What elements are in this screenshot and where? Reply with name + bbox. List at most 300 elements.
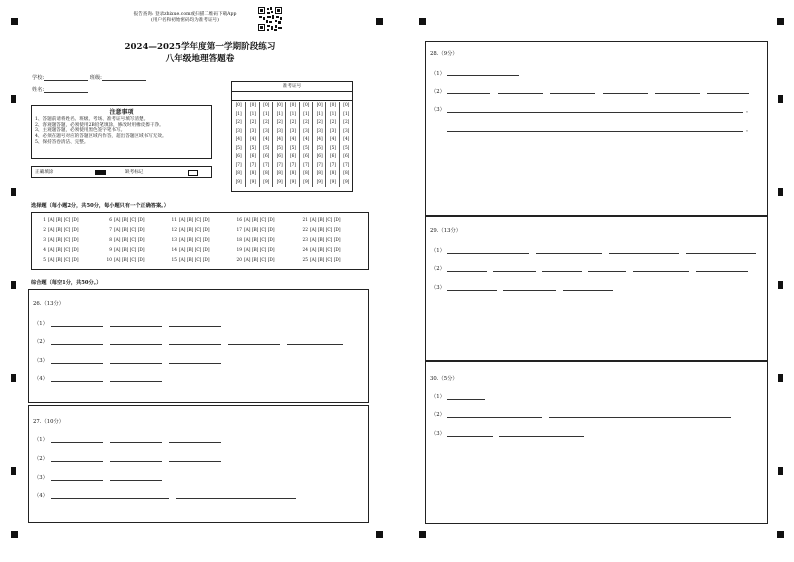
side-mark — [11, 467, 16, 475]
answer-line[interactable] — [110, 381, 162, 382]
exam-id-bubble[interactable]: [7] — [235, 162, 242, 168]
exam-id-bubble[interactable]: [7] — [329, 162, 337, 168]
name-label: 姓名: — [32, 87, 45, 93]
choice-number: 6 — [109, 218, 112, 223]
answer-line[interactable] — [447, 253, 529, 254]
answer-line[interactable] — [499, 436, 584, 437]
registration-mark — [777, 18, 784, 25]
exam-id-column[interactable] — [232, 102, 245, 187]
q26-part-label: （2） — [34, 339, 48, 345]
exam-id-bubble[interactable]: [2] — [249, 120, 257, 125]
choice-options[interactable]: [A] [B] [C] [D] — [179, 258, 210, 263]
answer-line[interactable] — [655, 93, 700, 94]
exam-id-bubble[interactable]: [6] — [235, 154, 242, 159]
exam-id-bubble[interactable]: [5] — [343, 145, 350, 151]
q27-part-label: （4） — [34, 493, 48, 499]
exam-id-bubble[interactable]: [1] — [276, 111, 283, 117]
exam-id-bubble[interactable]: [3] — [235, 128, 242, 134]
exam-id-bubble[interactable]: [6] — [276, 154, 283, 159]
choice-number: 4 — [43, 248, 46, 253]
choice-question[interactable] — [169, 218, 210, 223]
registration-mark — [11, 531, 18, 538]
choice-number: 14 — [171, 248, 177, 253]
exam-id-bubble[interactable]: [6] — [263, 154, 270, 159]
exam-id-bubble[interactable]: [4] — [263, 137, 270, 142]
exam-id-bubble[interactable]: [3] — [303, 128, 310, 134]
answer-line[interactable] — [287, 344, 343, 345]
exam-id-bubble[interactable]: [0] — [235, 103, 242, 108]
choice-question[interactable] — [169, 258, 210, 263]
choice-options[interactable]: [A] [B] [C] [D] — [310, 228, 341, 233]
answer-line[interactable] — [110, 442, 162, 443]
answer-line[interactable] — [686, 253, 756, 254]
exam-id-bubble[interactable]: [9] — [276, 179, 283, 185]
exam-id-bubble[interactable]: [1] — [303, 111, 310, 117]
exam-id-bubble[interactable]: [3] — [249, 128, 257, 134]
exam-id-bubble[interactable]: [6] — [316, 154, 323, 159]
correct-fill-label: 正确填涂 — [35, 170, 54, 175]
exam-id-bubble[interactable]: [3] — [263, 128, 270, 134]
choice-number: 7 — [109, 228, 112, 233]
exam-subtitle: 八年级地理答题卷 — [165, 54, 235, 64]
exam-id-bubble[interactable]: [2] — [329, 120, 337, 125]
choice-options[interactable]: [A] [B] [C] [D] — [244, 258, 275, 263]
choice-number: 20 — [236, 258, 242, 263]
choice-number: 15 — [171, 258, 177, 263]
choice-number: 5 — [43, 258, 46, 263]
answer-line[interactable] — [549, 417, 731, 418]
answer-line[interactable] — [51, 442, 103, 443]
exam-id-bubble[interactable]: [8] — [343, 171, 350, 176]
exam-id-column[interactable] — [299, 102, 313, 187]
exam-id-bubble[interactable]: [7] — [263, 162, 270, 168]
choice-question[interactable] — [104, 218, 145, 223]
exam-id-column[interactable] — [259, 102, 273, 187]
exam-id-bubble[interactable]: [3] — [316, 128, 323, 134]
choice-number: 17 — [236, 228, 242, 233]
side-mark — [778, 188, 783, 196]
answer-line[interactable] — [503, 290, 556, 291]
q26-part-label: （3） — [34, 358, 48, 364]
notice-item: 4、必须在题号对应的答题区域内作答，超出答题区域书写无效。 — [35, 134, 167, 140]
filled-mark-icon — [95, 170, 106, 175]
answer-line[interactable] — [603, 93, 648, 94]
exam-id-bubble[interactable]: [4] — [235, 137, 242, 142]
answer-line[interactable] — [51, 363, 103, 364]
report-notice — [115, 12, 255, 23]
exam-id-bubble[interactable]: [5] — [303, 145, 310, 151]
registration-mark — [419, 18, 426, 25]
choice-question[interactable] — [38, 248, 79, 253]
choice-question[interactable] — [38, 218, 79, 223]
answer-line[interactable] — [169, 326, 221, 327]
choice-question[interactable] — [300, 238, 341, 243]
exam-id-bubble[interactable]: [4] — [249, 137, 257, 142]
answer-line[interactable] — [447, 131, 743, 132]
exam-id-bubble[interactable]: [3] — [276, 128, 283, 134]
choice-number: 2 — [43, 228, 46, 233]
choice-question[interactable] — [234, 238, 275, 243]
answer-line[interactable] — [110, 363, 162, 364]
exam-id-title: 准考证号 — [232, 82, 352, 92]
answer-line[interactable] — [447, 93, 490, 94]
q30-part-label: （1） — [431, 394, 445, 400]
choice-options[interactable]: [A] [B] [C] [D] — [48, 238, 79, 243]
exam-id-bubble[interactable]: [8] — [329, 171, 337, 176]
choice-question[interactable] — [300, 258, 341, 263]
choice-options[interactable]: [A] [B] [C] [D] — [179, 238, 210, 243]
choice-number: 1 — [43, 218, 46, 223]
exam-id-bubble[interactable]: [2] — [263, 120, 270, 125]
exam-id-bubble[interactable]: [2] — [289, 120, 297, 125]
answer-line[interactable] — [542, 271, 582, 272]
answer-line[interactable] — [169, 461, 221, 462]
choice-number: 13 — [171, 238, 177, 243]
choice-number: 12 — [171, 228, 177, 233]
q28-box[interactable] — [425, 41, 768, 216]
exam-id-bubble[interactable]: [2] — [276, 120, 283, 125]
answer-line[interactable] — [51, 498, 169, 499]
exam-id-column[interactable] — [339, 102, 353, 187]
choice-options[interactable]: [A] [B] [C] [D] — [310, 258, 341, 263]
choice-heading: 选择题（每小题2分，共50分，每小题只有一个正确答案。） — [31, 203, 169, 209]
choice-options[interactable]: [A] [B] [C] [D] — [179, 228, 210, 233]
exam-id-bubble[interactable]: [9] — [249, 179, 257, 185]
answer-line[interactable] — [51, 480, 103, 481]
exam-id-bubble[interactable]: [8] — [263, 171, 270, 176]
absent-label: 缺考标记 — [125, 170, 144, 175]
choice-question[interactable] — [169, 248, 210, 253]
registration-mark — [376, 531, 383, 538]
choice-number: 25 — [302, 258, 308, 263]
choice-question[interactable] — [104, 248, 145, 253]
answer-line[interactable] — [110, 461, 162, 462]
notice-item: 1、答题前请将姓名、班级、考场、准考证号填写清楚。 — [35, 117, 149, 122]
exam-id-column[interactable] — [272, 102, 286, 187]
q29-box[interactable] — [425, 216, 768, 361]
answer-line[interactable] — [51, 326, 103, 327]
exam-id-entry-row[interactable] — [232, 91, 352, 101]
answer-line[interactable] — [169, 344, 221, 345]
exam-id-bubble[interactable]: [5] — [276, 145, 283, 151]
exam-id-bubble[interactable]: [3] — [343, 128, 350, 134]
notice-item: 5、保持答卷清洁、完整。 — [35, 139, 89, 145]
q29-part-label: （3） — [431, 285, 445, 291]
exam-id-bubble[interactable]: [1] — [249, 111, 257, 117]
notice-title: 注意事项 — [109, 109, 134, 116]
q26-part-label: （4） — [34, 376, 48, 382]
q27-part-label: （2） — [34, 456, 48, 462]
answer-line[interactable] — [51, 344, 103, 345]
choice-number: 23 — [302, 238, 308, 243]
answer-line[interactable] — [110, 480, 162, 481]
answer-line[interactable] — [228, 344, 280, 345]
q27-title: 27.（10分） — [33, 419, 65, 425]
notice-item: 2、客观题答题，必须使用2B铅笔填涂，修改时用橡皮擦干净。 — [35, 122, 164, 128]
choice-question[interactable] — [38, 238, 79, 243]
choice-options[interactable]: [A] [B] [C] [D] — [244, 218, 275, 223]
registration-mark — [11, 18, 18, 25]
fill-example — [31, 166, 212, 178]
exam-id-bubble[interactable]: [5] — [263, 145, 270, 151]
exam-id-bubble[interactable]: [8] — [249, 171, 257, 176]
choice-number: 10 — [106, 258, 112, 263]
answer-line[interactable] — [447, 436, 493, 437]
period-mark: 。 — [746, 108, 752, 114]
choice-number: 22 — [302, 228, 308, 233]
choice-number: 24 — [302, 248, 308, 253]
exam-id-column[interactable] — [245, 102, 259, 187]
choice-options[interactable]: [A] [B] [C] [D] — [310, 218, 341, 223]
exam-id-bubble[interactable]: [2] — [343, 120, 350, 125]
choice-options[interactable]: [A] [B] [C] [D] — [48, 258, 79, 263]
answer-line[interactable] — [447, 271, 487, 272]
choice-question[interactable] — [234, 218, 275, 223]
side-mark — [11, 374, 16, 382]
q30-part-label: （3） — [431, 431, 445, 437]
exam-id-bubble[interactable]: [6] — [303, 154, 310, 159]
exam-id-bubble[interactable]: [4] — [289, 137, 297, 142]
choice-question[interactable] — [300, 248, 341, 253]
exam-id-bubble[interactable]: [1] — [329, 111, 337, 117]
comprehensive-heading: 综合题（每空1分，共50分。） — [31, 280, 102, 286]
answer-line[interactable] — [609, 253, 679, 254]
exam-id-column[interactable] — [285, 102, 299, 187]
exam-id-bubble[interactable]: [0] — [329, 103, 337, 108]
answer-line[interactable] — [169, 442, 221, 443]
answer-line[interactable] — [563, 290, 613, 291]
exam-id-bubble[interactable]: [2] — [235, 120, 242, 125]
exam-id-bubble[interactable]: [3] — [289, 128, 297, 134]
exam-id-bubble[interactable]: [0] — [263, 103, 270, 108]
name-field[interactable] — [32, 86, 88, 93]
q29-title: 29.（13分） — [430, 228, 462, 234]
answer-line[interactable] — [696, 271, 748, 272]
choice-question[interactable] — [169, 228, 210, 233]
exam-id-bubble[interactable]: [4] — [343, 137, 350, 142]
exam-id-bubble[interactable]: [6] — [343, 154, 350, 159]
choice-question[interactable] — [169, 238, 210, 243]
exam-id-bubble[interactable]: [8] — [289, 171, 297, 176]
exam-id-bubble[interactable]: [7] — [343, 162, 350, 168]
choice-options[interactable]: [A] [B] [C] [D] — [310, 248, 341, 253]
choice-question[interactable] — [104, 258, 145, 263]
q27-box[interactable] — [28, 405, 369, 523]
notice-line: 报告查询: 登录zhixue.com或扫描二维码下载App — [133, 12, 237, 17]
notice-line: (用户名和初始密码均为准考证号) — [151, 17, 219, 23]
notice-item: 3、主观题答题，必须使用黑色签字笔书写。 — [35, 128, 126, 134]
choice-options[interactable]: [A] [B] [C] [D] — [48, 248, 79, 253]
side-mark — [778, 95, 783, 103]
choice-options[interactable]: [A] [B] [C] [D] — [114, 228, 145, 233]
choice-question[interactable] — [234, 248, 275, 253]
exam-id-bubble[interactable]: [6] — [329, 154, 337, 159]
answer-line[interactable] — [447, 417, 542, 418]
exam-id-bubble[interactable]: [5] — [289, 145, 297, 151]
exam-id-bubble[interactable]: [5] — [316, 145, 323, 151]
exam-id-bubble[interactable]: [2] — [316, 120, 323, 125]
registration-mark — [777, 531, 784, 538]
exam-id-bubble[interactable]: [8] — [316, 171, 323, 176]
exam-id-bubble[interactable]: [5] — [249, 145, 257, 151]
side-mark — [778, 374, 783, 382]
q26-part-label: （1） — [34, 321, 48, 327]
exam-id-bubble[interactable]: [2] — [303, 120, 310, 125]
exam-id-bubble[interactable]: [1] — [263, 111, 270, 117]
answer-line[interactable] — [110, 326, 162, 327]
exam-id-bubble[interactable]: [9] — [303, 179, 310, 185]
exam-id-bubble[interactable]: [1] — [316, 111, 323, 117]
q29-part-label: （2） — [431, 266, 445, 272]
exam-id-bubble[interactable]: [7] — [303, 162, 310, 168]
exam-id-bubble[interactable]: [8] — [303, 171, 310, 176]
exam-id-bubble[interactable]: [0] — [276, 103, 283, 108]
exam-id-column[interactable] — [325, 102, 339, 187]
q28-part-label: （2） — [431, 89, 445, 95]
choice-options[interactable]: [A] [B] [C] [D] — [114, 258, 145, 263]
exam-id-bubble[interactable]: [8] — [276, 171, 283, 176]
q27-part-label: （3） — [34, 475, 48, 481]
exam-id-bubble[interactable]: [8] — [235, 171, 242, 176]
exam-id-bubble[interactable]: [7] — [249, 162, 257, 168]
class-label: 班级: — [89, 75, 102, 81]
exam-title: 2024—2025学年度第一学期阶段练习 — [124, 42, 276, 52]
q26-title: 26.（13分） — [33, 301, 65, 307]
exam-id-bubble[interactable]: [4] — [276, 137, 283, 142]
choice-options[interactable]: [A] [B] [C] [D] — [244, 238, 275, 243]
choice-number: 8 — [109, 238, 112, 243]
exam-id-bubble[interactable]: [4] — [303, 137, 310, 142]
answer-line[interactable] — [588, 271, 626, 272]
answer-line[interactable] — [51, 461, 103, 462]
choice-question[interactable] — [104, 238, 145, 243]
exam-id-bubble[interactable]: [6] — [289, 154, 297, 159]
registration-mark — [419, 531, 426, 538]
choice-question[interactable] — [300, 218, 341, 223]
period-mark: 。 — [746, 127, 752, 133]
choice-options[interactable]: [A] [B] [C] [D] — [179, 248, 210, 253]
choice-options[interactable]: [A] [B] [C] [D] — [114, 248, 145, 253]
exam-id-bubble[interactable]: [9] — [329, 179, 337, 185]
q29-part-label: （1） — [431, 248, 445, 254]
choice-question[interactable] — [234, 228, 275, 233]
exam-id-bubble[interactable]: [7] — [316, 162, 323, 168]
q28-part-label: （3） — [431, 107, 445, 113]
choice-question[interactable] — [38, 228, 79, 233]
choice-number: 9 — [109, 248, 112, 253]
choice-number: 19 — [236, 248, 242, 253]
answer-line[interactable] — [707, 93, 749, 94]
choice-options[interactable]: [A] [B] [C] [D] — [244, 248, 275, 253]
exam-id-bubble[interactable]: [9] — [343, 179, 350, 185]
side-mark — [778, 281, 783, 289]
school-label: 学校: — [32, 75, 45, 81]
exam-id-bubble[interactable]: [3] — [329, 128, 337, 134]
answer-line[interactable] — [176, 498, 296, 499]
exam-id-column[interactable] — [312, 102, 326, 187]
q28-title: 28.（9分） — [430, 51, 458, 57]
exam-id-bubble[interactable]: [7] — [289, 162, 297, 168]
q30-title: 30.（5分） — [430, 376, 458, 382]
exam-id-bubble[interactable]: [9] — [263, 179, 270, 185]
choice-answer-box[interactable] — [31, 212, 369, 270]
exam-id-bubble[interactable]: [5] — [235, 145, 242, 151]
q30-box[interactable] — [425, 361, 768, 524]
q27-part-label: （1） — [34, 437, 48, 443]
choice-number: 16 — [236, 218, 242, 223]
exam-id-bubble[interactable]: [6] — [249, 154, 257, 159]
choice-options[interactable]: [A] [B] [C] [D] — [114, 218, 145, 223]
choice-options[interactable]: [A] [B] [C] [D] — [244, 228, 275, 233]
answer-line[interactable] — [498, 93, 543, 94]
choice-number: 3 — [43, 238, 46, 243]
choice-options[interactable]: [A] [B] [C] [D] — [114, 238, 145, 243]
choice-question[interactable] — [300, 228, 341, 233]
answer-line[interactable] — [110, 344, 162, 345]
choice-number: 11 — [171, 218, 177, 223]
absent-box[interactable] — [188, 170, 198, 176]
answer-line[interactable] — [493, 271, 536, 272]
side-mark — [11, 281, 16, 289]
choice-question[interactable] — [234, 258, 275, 263]
choice-options[interactable]: [A] [B] [C] [D] — [48, 228, 79, 233]
exam-id-bubble[interactable]: [0] — [343, 103, 350, 108]
exam-id-bubble[interactable]: [0] — [303, 103, 310, 108]
choice-options[interactable]: [A] [B] [C] [D] — [179, 218, 210, 223]
side-mark — [11, 95, 16, 103]
exam-id-bubble[interactable]: [9] — [316, 179, 323, 185]
qr-code — [257, 6, 283, 32]
answer-line[interactable] — [447, 75, 519, 76]
q26-box[interactable] — [28, 289, 369, 403]
exam-id-bubble[interactable]: [0] — [289, 103, 297, 108]
answer-line[interactable] — [447, 399, 485, 400]
exam-id-bubble[interactable]: [0] — [249, 103, 257, 108]
registration-mark — [376, 18, 383, 25]
answer-line[interactable] — [550, 93, 595, 94]
answer-line[interactable] — [169, 363, 221, 364]
exam-id-bubble[interactable]: [1] — [235, 111, 242, 117]
exam-id-grid[interactable] — [231, 81, 353, 192]
exam-id-bubble[interactable]: [4] — [329, 137, 337, 142]
school-field[interactable] — [32, 74, 146, 81]
answer-line[interactable] — [447, 290, 497, 291]
side-mark — [778, 467, 783, 475]
exam-id-bubble[interactable]: [4] — [316, 137, 323, 142]
choice-options[interactable]: [A] [B] [C] [D] — [310, 238, 341, 243]
exam-id-bubble[interactable]: [7] — [276, 162, 283, 168]
choice-number: 21 — [302, 218, 308, 223]
exam-id-bubble[interactable]: [0] — [316, 103, 323, 108]
answer-line[interactable] — [633, 271, 689, 272]
q28-part-label: （1） — [431, 71, 445, 77]
exam-id-bubble[interactable]: [5] — [329, 145, 337, 151]
answer-line[interactable] — [51, 381, 103, 382]
answer-line[interactable] — [536, 253, 602, 254]
choice-question[interactable] — [38, 258, 79, 263]
choice-options[interactable]: [A] [B] [C] [D] — [48, 218, 79, 223]
exam-id-bubble[interactable]: [9] — [289, 179, 297, 185]
choice-question[interactable] — [104, 228, 145, 233]
q30-part-label: （2） — [431, 412, 445, 418]
exam-id-bubble[interactable]: [1] — [343, 111, 350, 117]
answer-line[interactable] — [447, 112, 743, 113]
exam-id-bubble[interactable]: [9] — [235, 179, 242, 185]
choice-number: 18 — [236, 238, 242, 243]
exam-id-bubble[interactable]: [1] — [289, 111, 297, 117]
side-mark — [11, 188, 16, 196]
notice-box — [31, 105, 212, 159]
